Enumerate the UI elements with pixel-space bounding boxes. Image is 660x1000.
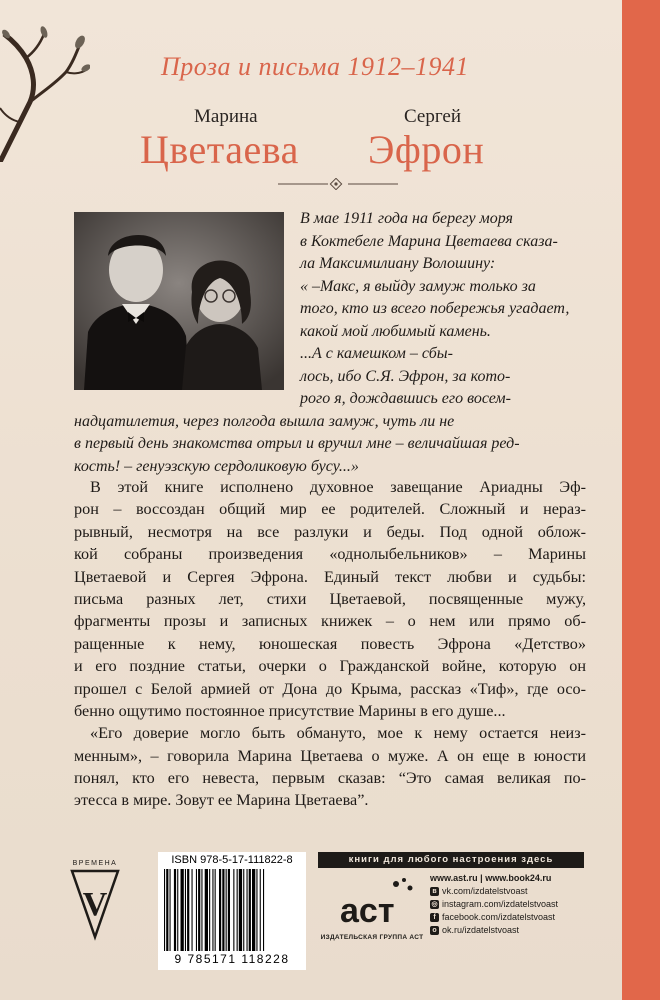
quote-line: рого я, дождавшись его восем- — [300, 390, 511, 407]
ast-logo-text: аст — [340, 892, 395, 930]
spine-stripe — [622, 0, 660, 1000]
description-line: кой собраны произведения «однолыбельников» – Марины — [74, 545, 586, 564]
ok-link[interactable]: о ok.ru/izdatelstvoast — [430, 924, 600, 937]
barcode-bar — [237, 869, 238, 951]
description-line: «Его доверие могло быть обмануто, мое к нему остается неиз- — [90, 724, 586, 743]
barcode-bar — [170, 869, 171, 951]
quote-line: В мае 1911 года на берегу моря — [300, 210, 513, 227]
barcode-bar — [219, 869, 221, 951]
barcode-bar — [222, 869, 224, 951]
barcode-bar — [226, 869, 227, 951]
barcode-bar — [174, 869, 176, 951]
description-line: и его поздние статьи, очерки о Гражданской войне, которую он — [74, 657, 586, 676]
description-line: Цветаевой и Сергея Эфрона. Единый текст любви и судьбы: — [74, 567, 586, 586]
book-subtitle: Проза и письма 1912–1941 — [160, 52, 470, 81]
description-line: этесса в мире. Зовут ее Марина Цветаева”. — [74, 791, 369, 810]
vk-icon: в — [430, 887, 439, 896]
description-line: бенно ощутимо постоянное присутствие Марины в его душе... — [74, 701, 506, 720]
barcode-bar — [215, 869, 216, 951]
barcode-bar — [233, 869, 234, 951]
barcode-bar — [249, 869, 251, 951]
website-link[interactable]: www.ast.ru | www.book24.ru — [430, 873, 552, 883]
quote-line: в Коктебеле Марина Цветаева сказа- — [300, 232, 558, 250]
barcode-bar — [209, 869, 210, 951]
barcode-bar — [252, 869, 255, 951]
tree-branch-illustration — [0, 22, 90, 162]
description-line: рывный, несмотря на все разлуки и беды. Под одной облож- — [74, 522, 586, 541]
barcode-bar — [181, 869, 184, 951]
quote-line: надцатилетия, через полгода вышла замуж, чуть ли не — [74, 412, 455, 430]
barcode-bar — [166, 869, 168, 951]
barcode-bar — [228, 869, 230, 951]
barcode-bar — [198, 869, 200, 951]
quote-line: ла Максимилиану Волошину: — [300, 255, 496, 272]
author1-last-name: Цветаева — [140, 127, 299, 172]
barcode-bar — [260, 869, 261, 951]
barcode-bar — [192, 869, 193, 951]
barcode-bar — [185, 869, 186, 951]
description-line: ращенные к нему, юношеская повесть Эфрона «Детство» — [74, 634, 586, 653]
facebook-icon: f — [430, 913, 439, 922]
barcode-bar — [239, 869, 242, 951]
barcode-bar — [164, 869, 165, 951]
quote-line: « –Макс, я выйду замуж только за — [300, 277, 536, 295]
isbn-number: ISBN 978-5-17-111822-8 — [171, 854, 293, 866]
ast-logo — [336, 874, 422, 932]
author2-first-name: Сергей — [404, 106, 461, 127]
barcode-bar — [263, 869, 264, 951]
divider-ornament — [278, 178, 398, 190]
author1-first-name: Марина — [194, 106, 258, 127]
ok-icon: о — [430, 926, 439, 935]
vremena-publisher-logo — [66, 855, 124, 945]
barcode-bar — [205, 869, 208, 951]
quote-line: в первый день знакомства отрыл и вручил мне – величайшая ред- — [74, 435, 520, 452]
description-line: менным», – говорила Марина Цветаева о муже. А он еще в юности — [74, 746, 586, 765]
barcode-bar — [212, 869, 213, 951]
quote-line: лось, ибо С.Я. Эфрон, за кото- — [300, 367, 511, 385]
barcode-bar — [247, 869, 248, 951]
barcode-bar — [196, 869, 197, 951]
barcode-bar — [201, 869, 202, 951]
description-line: рон – воссоздан общий мир ее родителей. Сложный и нераз- — [74, 500, 586, 519]
quote-line: того, кто из всего побережья угадает, — [300, 300, 570, 317]
epigraph-quote — [74, 208, 586, 478]
author2-last-name: Эфрон — [368, 127, 485, 172]
instagram-icon: ◎ — [431, 901, 438, 908]
publisher-letter: V — [82, 886, 108, 923]
publisher-tagline: книги для любого настроения здесь — [318, 852, 584, 868]
vk-link[interactable]: в vk.com/izdatelstvoast — [430, 885, 600, 898]
barcode-bar — [256, 869, 257, 951]
barcode-bar — [177, 869, 178, 951]
quote-line: кость! – генуэзскую сердоликовую бусу...» — [74, 457, 359, 475]
publisher-group-name: ИЗДАТЕЛЬСКАЯ ГРУППА АСТ — [320, 934, 424, 941]
quote-line: какой мой любимый камень. — [300, 322, 491, 340]
barcode-digits: 9 785171 118228 — [174, 952, 290, 966]
description-line: понял, кто его невеста, первым сказав: “Это самая великая по- — [74, 769, 586, 788]
book-description — [74, 476, 586, 812]
barcode-bar — [243, 869, 244, 951]
quote-line: ...А с камешком – сбы- — [300, 345, 453, 362]
facebook-link[interactable]: f facebook.com/izdatelstvoast — [430, 911, 600, 924]
publisher-series-name: ВРЕМЕНА — [72, 860, 118, 867]
description-line: письма разных лет, стихи Цветаевой, посвященные мужу, — [74, 589, 586, 608]
barcode-icon — [162, 869, 302, 951]
instagram-link[interactable]: ◎ instagram.com/izdatelstvoast — [431, 899, 559, 909]
barcode-area — [158, 852, 306, 970]
publisher-links — [430, 872, 600, 937]
description-line: прошел с Белой армией от Дона до Крыма, рассказ «Тиф», где осо- — [74, 679, 586, 698]
barcode-bar — [187, 869, 189, 951]
description-line: фрагменты прозы и записных книжек – о нем или прямо об- — [74, 612, 586, 631]
description-line: В этой книге исполнено духовное завещание Ариадны Эф- — [90, 478, 586, 496]
